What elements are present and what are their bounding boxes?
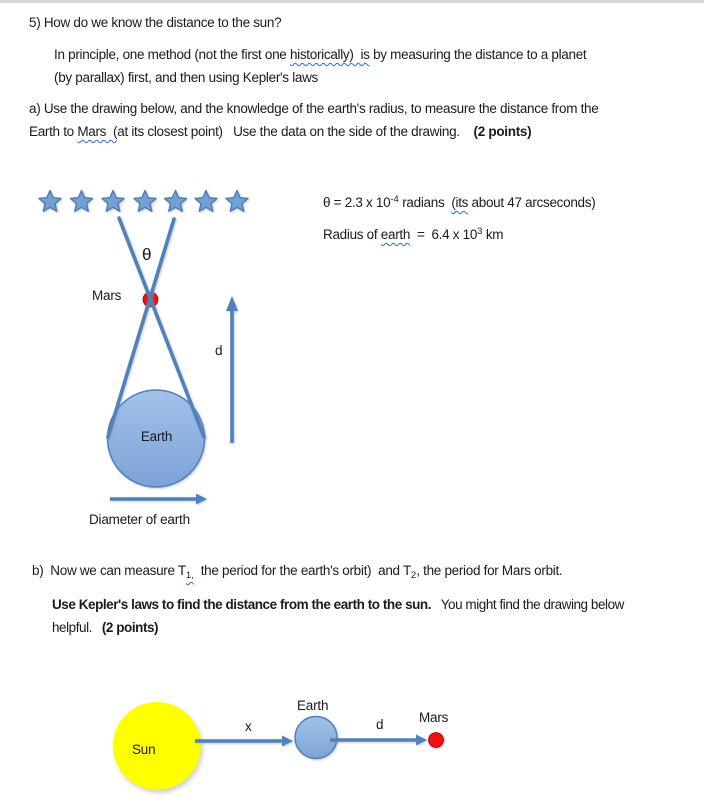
subscript-text: 2 xyxy=(410,570,417,581)
text-segment: Radius of xyxy=(323,227,381,242)
d-label: d xyxy=(215,343,223,358)
diameter-arrow xyxy=(110,494,207,505)
part-b-line xyxy=(32,559,562,587)
text-segment: by measuring the distance to a planet xyxy=(369,47,587,62)
text-segment: You might find the drawing below xyxy=(431,597,624,612)
text-segment: Earth to xyxy=(29,124,78,139)
page-bottom-edge xyxy=(0,0,704,3)
arrow-right-icon xyxy=(416,735,427,746)
sun-shape xyxy=(113,702,201,790)
d-label: d xyxy=(376,717,384,732)
earth-label: Earth xyxy=(297,698,329,713)
text-segment: helpful. xyxy=(52,620,102,635)
text-segment: radians xyxy=(398,195,452,210)
intro-paragraph xyxy=(54,43,586,89)
text-segment: at its closest point) Use the data on the side of the drawing. xyxy=(117,124,474,139)
exponent-text: 3 xyxy=(477,226,483,237)
text-segment: b) Now we can measure T xyxy=(32,563,186,578)
kepler-instruction-paragraph xyxy=(52,593,624,639)
grammar-flagged-text: historically) is xyxy=(289,47,370,62)
kepler-line-1 xyxy=(52,593,624,616)
intro-line-2: (by parallax) first, and then using Kepler's laws xyxy=(54,70,319,85)
sun-label: Sun xyxy=(132,742,156,757)
text-segment: In principle, one method (not the first one xyxy=(54,47,290,62)
distance-arrow xyxy=(226,296,238,443)
text-segment: θ = 2.3 x 10 xyxy=(323,195,391,210)
subscript-text: 1, xyxy=(185,570,194,581)
question-5-heading: 5) How do we know the distance to the sun? xyxy=(29,15,282,30)
mars-label: Mars xyxy=(419,710,449,725)
diameter-of-earth-label: Diameter of earth xyxy=(89,512,190,527)
mars-dot xyxy=(429,733,444,748)
earth-label: Earth xyxy=(140,429,173,444)
earth-shape xyxy=(295,717,337,759)
mars-label: Mars xyxy=(92,288,122,303)
points-text: (2 points) xyxy=(101,620,159,635)
arrow-right-icon xyxy=(196,494,207,505)
x-arrow xyxy=(195,736,293,747)
kepler-line-2 xyxy=(52,616,624,639)
text-segment: km xyxy=(482,227,504,242)
text-segment: , the period for Mars orbit. xyxy=(416,563,563,578)
arrow-right-icon xyxy=(282,736,293,747)
radius-data-line xyxy=(323,220,503,246)
star-row xyxy=(39,191,248,212)
arrow-up-icon xyxy=(226,296,238,311)
exponent-text: -4 xyxy=(390,194,399,205)
parallax-diagram xyxy=(30,180,290,540)
intro-line-1 xyxy=(54,43,586,66)
spellcheck-flagged-text: Mars ( xyxy=(77,124,118,139)
part-a-paragraph xyxy=(29,97,598,143)
theta-data-line xyxy=(323,188,595,214)
spellcheck-flagged-text: earth xyxy=(380,227,411,242)
text-segment: about 47 arcseconds) xyxy=(468,195,596,210)
text-segment: the period for the earth's orbit) and T xyxy=(193,563,411,578)
theta-label: θ xyxy=(142,245,152,264)
bold-instruction-text: Use Kepler's laws to find the distance from the earth to the sun. xyxy=(52,597,432,612)
text-segment: = 6.4 x 10 xyxy=(410,227,478,242)
part-a-line-2 xyxy=(29,120,598,143)
points-text: (2 points) xyxy=(473,124,532,139)
x-label: x xyxy=(245,719,252,734)
d-arrow xyxy=(330,735,427,746)
part-a-line-1: a) Use the drawing below, and the knowledge of the earth's radius, to measure the distance from the xyxy=(29,101,599,116)
grammar-flagged-text: (its xyxy=(451,195,469,210)
